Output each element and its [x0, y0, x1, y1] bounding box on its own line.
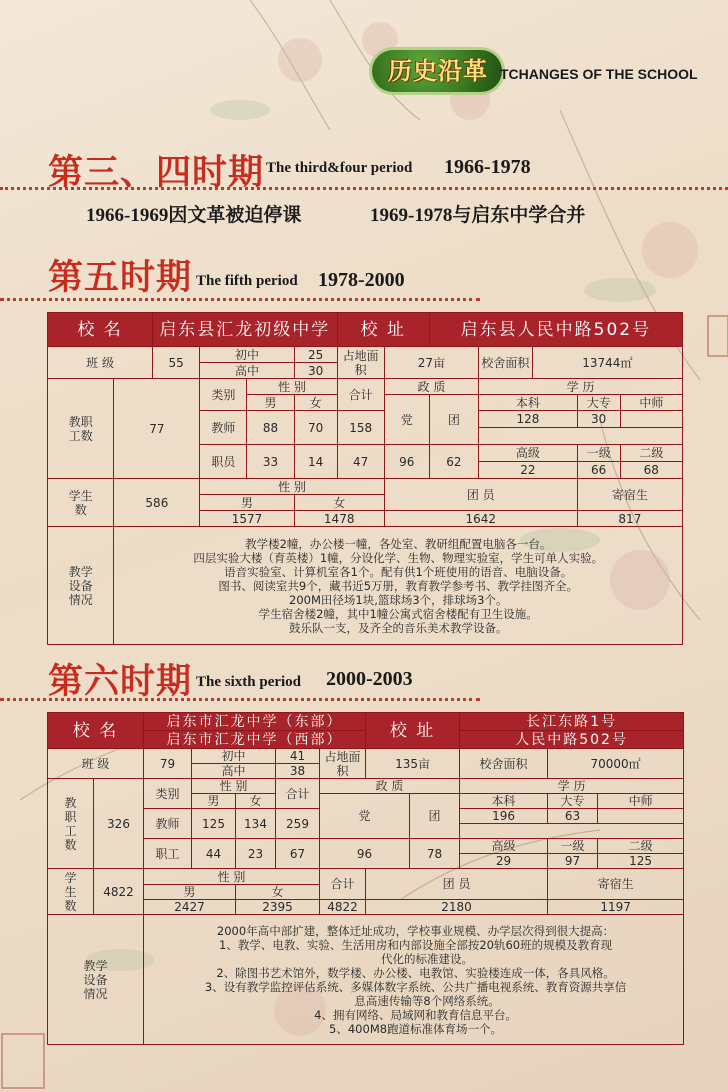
senior-grade-label: 高级	[460, 839, 548, 854]
building-label: 校舍面积	[479, 347, 533, 379]
bachelor-label: 本科	[479, 395, 578, 411]
class-label: 班 级	[48, 749, 144, 779]
address-west: 人民中路502号	[460, 731, 684, 749]
league-count: 78	[410, 839, 460, 869]
equipment-label: 教学设备情况	[48, 915, 144, 1045]
female-label: 女	[236, 794, 276, 809]
equipment-line: 语音实验室、计算机室各1个。配有供1个班使用的语音、电脑设备。	[224, 564, 573, 579]
divider	[0, 698, 480, 701]
junior-count: 41	[276, 749, 320, 764]
education-label: 学 历	[479, 379, 683, 395]
senior-grade-count: 22	[479, 462, 578, 479]
category-label: 类别	[144, 779, 192, 809]
teacher-label: 教师	[200, 411, 247, 445]
tech-count	[620, 411, 682, 428]
equipment-list	[114, 527, 683, 645]
grade2-label: 二级	[620, 445, 682, 462]
student-label: 学生数	[48, 479, 114, 527]
school-west: 启东市汇龙中学（西部）	[144, 731, 366, 749]
student-male-label: 男	[200, 495, 294, 511]
teacher-female: 70	[294, 411, 337, 445]
category-label: 类别	[200, 379, 247, 411]
land-value: 135亩	[366, 749, 460, 779]
equipment-line: 1、教学、电教、实验、生活用房和内部设施全部按20轨60班的规模及教育现	[219, 937, 613, 952]
female-label: 女	[294, 395, 337, 411]
league-member-label: 团 员	[366, 869, 548, 900]
bachelor-label: 本科	[460, 794, 548, 809]
equipment-line: 2000年高中部扩建，整体迁址成功，学校事业规模、办学层次得到很大提高：	[216, 923, 615, 938]
period34-years: 1966-1978	[444, 156, 531, 178]
student-male-label: 男	[144, 885, 236, 900]
header-subtitle: TCHANGES OF THE SCHOOL	[500, 66, 698, 82]
tech-label: 中师	[620, 395, 682, 411]
class-label: 班 级	[48, 347, 153, 379]
equipment-line: 4、拥有网络、局域网和教育信息平台。	[314, 1007, 517, 1022]
equipment-line: 息高速传输等8个网络系统。	[331, 993, 500, 1008]
period34-note1: 1966-1969因文革被迫停课	[86, 205, 302, 226]
student-female-count: 2395	[236, 900, 320, 915]
college-label: 大专	[548, 794, 598, 809]
grade2-count: 125	[598, 854, 684, 869]
party-count: 96	[384, 445, 429, 479]
school-label: 校 名	[48, 313, 153, 347]
address-label: 校 址	[337, 313, 429, 347]
student-gender-label: 性 别	[144, 869, 320, 885]
senior-label: 高中	[192, 764, 276, 779]
senior-grade-count: 29	[460, 854, 548, 869]
grade1-count: 97	[548, 854, 598, 869]
league-member-label: 团 员	[384, 479, 577, 511]
period34-title: 第三、四时期	[48, 153, 265, 192]
equipment-line: 2、除图书艺术馆外，数学楼、办公楼、电教馆、实验楼连成一体，各具风格。	[216, 965, 615, 980]
junior-label: 初中	[200, 347, 294, 363]
total-label: 合计	[337, 379, 384, 411]
equipment-label: 教学设备情况	[48, 527, 114, 645]
student-female-count: 1478	[294, 511, 384, 527]
student-total: 586	[114, 479, 200, 527]
worker-label: 职工	[144, 839, 192, 869]
divider	[0, 187, 728, 190]
spacer-cell	[479, 428, 683, 445]
college-count: 63	[548, 809, 598, 824]
college-label: 大专	[577, 395, 620, 411]
teacher-male: 125	[192, 809, 236, 839]
school-label: 校 名	[48, 713, 144, 749]
grade2-count: 68	[620, 462, 682, 479]
student-sum-label: 合计	[320, 869, 366, 900]
class-total: 55	[153, 347, 200, 379]
equipment-line: 学生宿舍楼2幢，其中1幢公寓式宿舍楼配有卫生设施。	[258, 606, 538, 621]
period5-table	[47, 312, 683, 645]
boarder-count: 1197	[548, 900, 684, 915]
politics-label: 政 质	[320, 779, 460, 794]
staff-label: 教职工数	[48, 379, 114, 479]
boarder-label: 寄宿生	[548, 869, 684, 900]
worker-male: 44	[192, 839, 236, 869]
student-gender-label: 性 别	[200, 479, 384, 495]
education-label: 学 历	[460, 779, 684, 794]
party-label: 党	[320, 794, 410, 839]
period6-title: 第六时期	[48, 662, 193, 701]
period34-subtitle: The third&four period	[266, 160, 413, 176]
equipment-line: 四层实验大楼（育英楼）1幢，分设化学、生物、物理实验室，学生可单人实验。	[193, 550, 604, 565]
party-label: 党	[384, 395, 429, 445]
land-value: 27亩	[384, 347, 478, 379]
address-value: 启东县人民中路502号	[429, 313, 682, 347]
senior-grade-label: 高级	[479, 445, 578, 462]
period5-title: 第五时期	[48, 258, 193, 297]
equipment-line: 代化的标准建设。	[358, 951, 474, 966]
worker-female: 14	[294, 445, 337, 479]
boarder-count: 817	[577, 511, 682, 527]
junior-label: 初中	[192, 749, 276, 764]
teacher-label: 教师	[144, 809, 192, 839]
worker-female: 23	[236, 839, 276, 869]
equipment-line: 图书、阅读室共9个，藏书近5万册，教育教学参考书、教学挂图齐全。	[218, 578, 579, 593]
male-label: 男	[247, 395, 294, 411]
gender-label: 性 别	[247, 379, 337, 395]
equipment-line: 200M田径场1块,篮球场3个，排球场3个。	[289, 592, 508, 607]
party-count: 96	[320, 839, 410, 869]
politics-label: 政 质	[384, 379, 478, 395]
junior-count: 25	[294, 347, 337, 363]
equipment-line: 3、设有教学监控评估系统、多媒体数字系统、公共广播电视系统、教育资源共享信	[204, 979, 627, 994]
senior-count: 30	[294, 363, 337, 379]
worker-label: 职员	[200, 445, 247, 479]
bachelor-count: 196	[460, 809, 548, 824]
building-label: 校舍面积	[460, 749, 548, 779]
spacer-cell	[460, 824, 684, 839]
period6-years: 2000-2003	[326, 668, 413, 690]
grade2-label: 二级	[598, 839, 684, 854]
teacher-male: 88	[247, 411, 294, 445]
building-value: 13744㎡	[532, 347, 682, 379]
college-count: 30	[577, 411, 620, 428]
header-badge-title: 历史沿革	[388, 57, 488, 85]
worker-total: 47	[337, 445, 384, 479]
student-total: 4822	[94, 869, 144, 915]
period5-subtitle: The fifth period	[196, 273, 298, 289]
teacher-total: 259	[276, 809, 320, 839]
equipment-line: 5、400M8跑道标准体育场一个。	[329, 1021, 503, 1036]
staff-label: 教职工数	[48, 779, 94, 869]
senior-count: 38	[276, 764, 320, 779]
worker-male: 33	[247, 445, 294, 479]
student-female-label: 女	[294, 495, 384, 511]
staff-total: 326	[94, 779, 144, 869]
staff-total: 77	[114, 379, 200, 479]
equipment-line: 鼓乐队一支，及齐全的音乐美术教学设备。	[288, 620, 508, 635]
period34-note2: 1969-1978与启东中学合并	[370, 205, 586, 226]
address-label: 校 址	[366, 713, 460, 749]
bachelor-count: 128	[479, 411, 578, 428]
league-member-count: 1642	[384, 511, 577, 527]
league-label: 团	[429, 395, 478, 445]
tech-count	[598, 809, 684, 824]
league-member-count: 2180	[366, 900, 548, 915]
class-total: 79	[144, 749, 192, 779]
building-value: 70000㎡	[548, 749, 684, 779]
land-label: 占地面积	[320, 749, 366, 779]
league-count: 62	[429, 445, 478, 479]
worker-total: 67	[276, 839, 320, 869]
period6-subtitle: The sixth period	[196, 674, 302, 690]
period5-years: 1978-2000	[318, 269, 405, 291]
student-label: 学生数	[48, 869, 94, 915]
teacher-female: 134	[236, 809, 276, 839]
gender-label: 性 别	[192, 779, 276, 794]
student-sum-count: 4822	[320, 900, 366, 915]
grade1-label: 一级	[577, 445, 620, 462]
boarder-label: 寄宿生	[577, 479, 682, 511]
equipment-line: 教学楼2幢，办公楼一幢，各处室、教研组配置电脑各一台。	[245, 536, 552, 551]
student-male-count: 1577	[200, 511, 294, 527]
student-male-count: 2427	[144, 900, 236, 915]
address-east: 长江东路1号	[460, 713, 684, 731]
divider	[0, 298, 480, 301]
teacher-total: 158	[337, 411, 384, 445]
school-east: 启东市汇龙中学（东部）	[144, 713, 366, 731]
total-label: 合计	[276, 779, 320, 809]
period6-table	[47, 712, 684, 1045]
grade1-label: 一级	[548, 839, 598, 854]
grade1-count: 66	[577, 462, 620, 479]
male-label: 男	[192, 794, 236, 809]
land-label: 占地面积	[337, 347, 384, 379]
senior-label: 高中	[200, 363, 294, 379]
school-name: 启东县汇龙初级中学	[153, 313, 337, 347]
student-female-label: 女	[236, 885, 320, 900]
league-label: 团	[410, 794, 460, 839]
tech-label: 中师	[598, 794, 684, 809]
equipment-list	[144, 915, 684, 1045]
